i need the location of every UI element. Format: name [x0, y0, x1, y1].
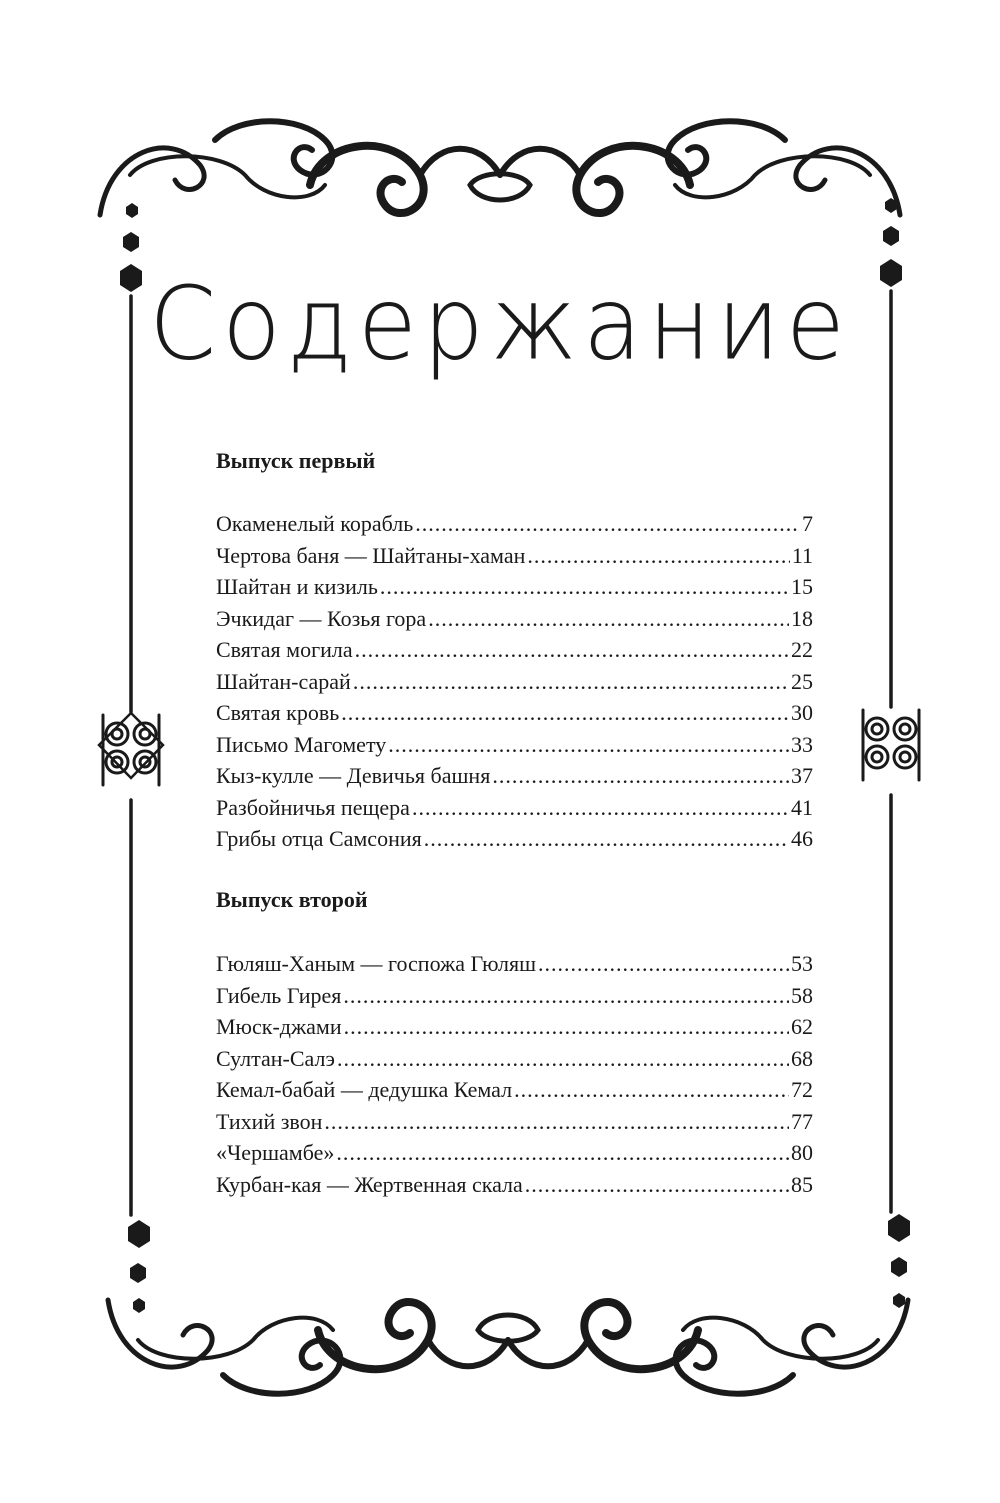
section-heading: Выпуск второй [216, 887, 368, 912]
toc-entry-title: Разбойничья пещера [216, 794, 410, 820]
swirl-ornament [99, 713, 163, 785]
toc-entry-title: Окаменелый корабль [216, 511, 414, 536]
page-title: Содержание [149, 265, 851, 383]
toc-entry[interactable] [216, 697, 813, 729]
dot-leader [527, 540, 789, 572]
dot-leader [514, 1074, 789, 1106]
toc-entry[interactable] [216, 1137, 813, 1169]
top-flourish [100, 121, 900, 215]
toc-entry-title: Шайтан и кизиль [216, 574, 378, 599]
dot-leader [388, 729, 789, 761]
toc-entry[interactable] [216, 729, 813, 761]
toc-list [216, 508, 813, 855]
toc-entry-title: Гибель Гирея [216, 982, 342, 1008]
bottom-flourish [108, 1300, 908, 1394]
toc-entry[interactable] [216, 948, 813, 980]
toc-entry-title: Мюск-джами [216, 1014, 342, 1039]
toc-entry[interactable] [216, 980, 813, 1012]
toc-page-number: 62 [791, 1014, 813, 1039]
toc-page-number: 11 [791, 542, 813, 568]
toc-entry-title: Тихий звон [216, 1108, 323, 1134]
dot-leader [341, 697, 789, 729]
toc-entry-title: Святая кровь [216, 700, 340, 725]
dot-leader [424, 823, 789, 855]
dot-leader [428, 603, 789, 635]
dot-leader [343, 980, 789, 1012]
toc-entry-title: Шайтан-сарай [216, 668, 351, 694]
toc-page-number: 85 [791, 1171, 813, 1197]
toc-entry-title: Грибы отца Самсония [216, 826, 422, 851]
toc-page-number: 18 [791, 605, 813, 631]
toc-entry[interactable] [216, 508, 813, 540]
toc-page-number: 72 [791, 1077, 813, 1102]
toc-page-number: 41 [791, 794, 813, 820]
toc-entry[interactable] [216, 823, 813, 855]
toc-entry[interactable] [216, 666, 813, 698]
toc-entry[interactable] [216, 540, 813, 572]
dot-leader [336, 1137, 789, 1169]
hexagon-bead [128, 1214, 910, 1313]
toc-entry[interactable] [216, 634, 813, 666]
dot-leader [525, 1169, 789, 1201]
toc-page-number: 25 [791, 668, 813, 694]
dot-leader [415, 508, 800, 540]
toc-entry[interactable] [216, 792, 813, 824]
toc-page-number: 68 [791, 1045, 813, 1071]
toc-page-number: 7 [802, 511, 813, 536]
dot-leader [412, 792, 789, 824]
dot-leader [324, 1106, 789, 1138]
toc-page-number: 37 [791, 763, 813, 788]
section-heading: Выпуск первый [216, 448, 376, 473]
dot-leader [380, 571, 789, 603]
toc-entry[interactable] [216, 603, 813, 635]
toc-entry[interactable] [216, 1043, 813, 1075]
toc-page-number: 30 [791, 700, 813, 725]
toc-entry-title: Курбан-кая — Жертвенная скала [216, 1171, 523, 1197]
toc-entry[interactable] [216, 1074, 813, 1106]
toc-page-number: 77 [791, 1108, 813, 1134]
toc-entry[interactable] [216, 760, 813, 792]
dot-leader [353, 666, 789, 698]
toc-page-number: 33 [791, 731, 813, 757]
toc-entry-title: Письмо Магомету [216, 731, 387, 757]
swirl-ornament [863, 710, 919, 780]
toc-list [216, 948, 813, 1200]
toc-entry-title: Кыз-кулле — Девичья башня [216, 763, 491, 788]
toc-entry[interactable] [216, 1106, 813, 1138]
toc-page-number: 53 [791, 951, 813, 976]
toc-entry-title: Святая могила [216, 637, 353, 662]
toc-page-number: 15 [791, 574, 813, 599]
toc-page-number: 80 [791, 1140, 813, 1165]
dot-leader [337, 1043, 789, 1075]
dot-leader [344, 1011, 789, 1043]
toc-entry[interactable] [216, 1011, 813, 1043]
toc-page-number: 22 [791, 637, 813, 662]
dot-leader [492, 760, 789, 792]
toc-entry-title: Эчкидаг — Козья гора [216, 605, 427, 631]
toc-page-number: 46 [791, 826, 813, 851]
toc-entry-title: «Чершамбе» [216, 1140, 335, 1165]
toc-page-number: 58 [791, 982, 813, 1008]
toc-entry-title: Кемал-бабай — дедушка Кемал [216, 1077, 513, 1102]
dot-leader [538, 948, 789, 980]
toc-entry-title: Чертова баня — Шайтаны-хаман [216, 542, 526, 568]
dot-leader [355, 634, 789, 666]
toc-entry-title: Султан-Салэ [216, 1045, 335, 1071]
toc-entry-title: Гюляш-Ханым — госпожа Гюляш [216, 951, 537, 976]
toc-entry[interactable] [216, 571, 813, 603]
toc-entry[interactable] [216, 1169, 813, 1201]
